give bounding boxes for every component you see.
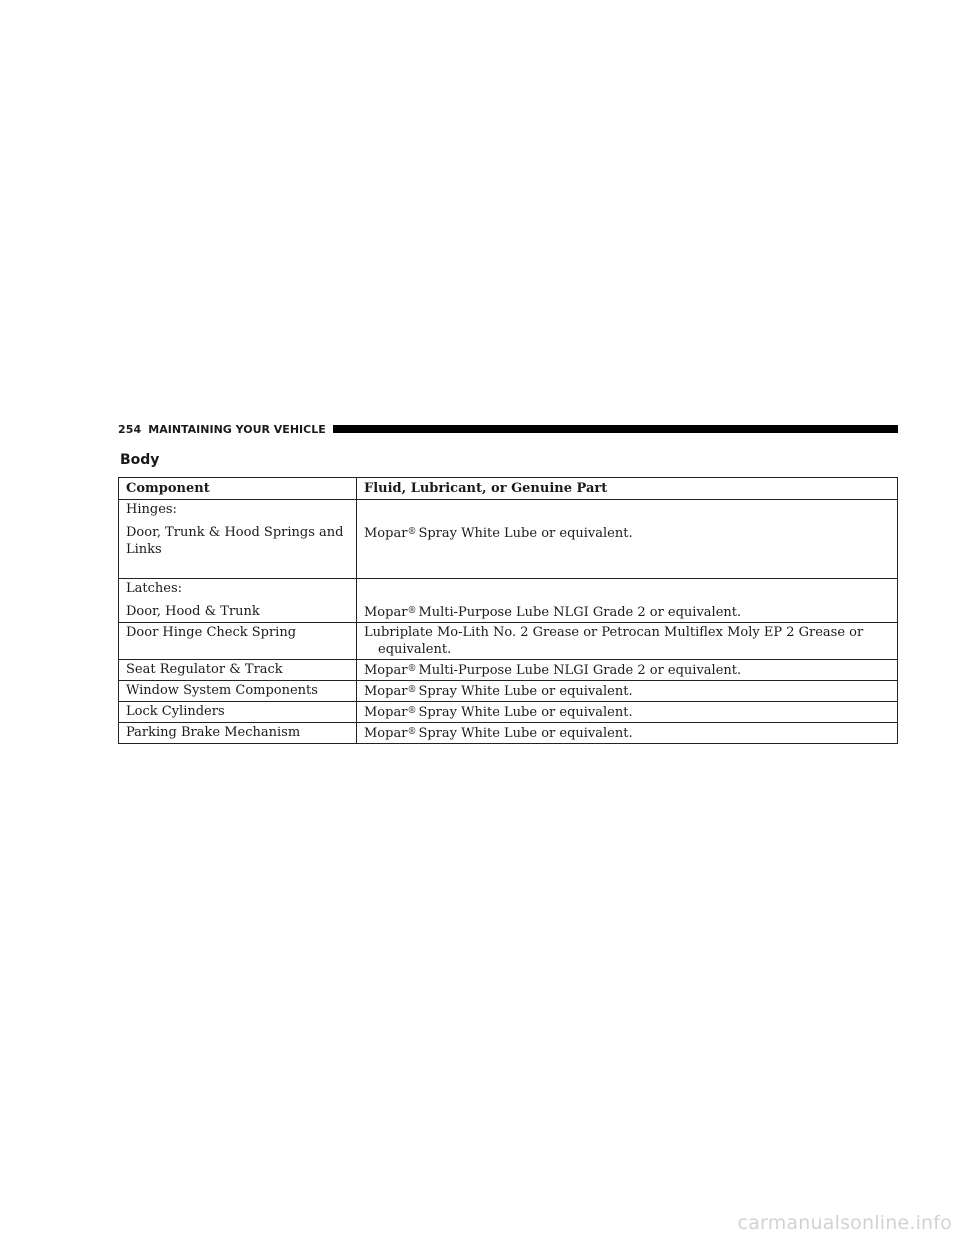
table-header-row — [119, 478, 898, 500]
component-cell — [119, 579, 357, 623]
section-name: MAINTAINING YOUR VEHICLE — [148, 422, 326, 436]
fluid-name: Spray White Lube or equivalent. — [418, 526, 633, 541]
fluid-cell — [357, 681, 898, 702]
section-title: Body — [120, 452, 160, 468]
fluid-cell — [357, 660, 898, 681]
registered-mark: ® — [407, 727, 417, 737]
fluid-name: Multi-Purpose Lube NLGI Grade 2 or equivalent. — [418, 605, 742, 620]
fluid-cell — [357, 623, 898, 660]
page-number: 254 — [118, 422, 142, 436]
fluid-cell — [357, 579, 898, 623]
component-name: Door Hinge Check Spring — [119, 623, 357, 660]
component-name: Door, Hood & Trunk — [126, 604, 260, 619]
table-row — [119, 623, 898, 660]
fluid-name: Spray White Lube or equivalent. — [418, 726, 633, 741]
component-name: Seat Regulator & Track — [119, 660, 357, 681]
registered-mark: ® — [407, 664, 417, 674]
brand-name: Mopar — [364, 684, 408, 699]
brand-name: Mopar — [364, 705, 408, 720]
table-row — [119, 702, 898, 723]
watermark: carmanualsonline.info — [737, 1212, 952, 1234]
table-row — [119, 723, 898, 744]
table-row — [119, 579, 898, 623]
table-row — [119, 500, 898, 579]
component-name: Door, Trunk & Hood Springs and Links — [126, 525, 344, 557]
fluid-cell — [357, 500, 898, 579]
fluid-name: Multi-Purpose Lube NLGI Grade 2 or equivalent. — [418, 663, 742, 678]
fluid-cell — [357, 702, 898, 723]
registered-mark: ® — [407, 606, 417, 616]
group-label: Hinges: — [126, 502, 177, 517]
group-label: Latches: — [126, 581, 183, 596]
fluid-cell — [357, 723, 898, 744]
brand-name: Mopar — [364, 726, 408, 741]
lubricant-table — [118, 477, 898, 744]
column-header-fluid: Fluid, Lubricant, or Genuine Part — [357, 478, 898, 500]
fluid-name-continued: equivalent. — [378, 642, 452, 657]
registered-mark: ® — [407, 685, 417, 695]
table-row — [119, 681, 898, 702]
component-name: Parking Brake Mechanism — [119, 723, 357, 744]
brand-name: Mopar — [364, 605, 408, 620]
component-name: Window System Components — [119, 681, 357, 702]
column-header-component: Component — [119, 478, 357, 500]
brand-name: Mopar — [364, 526, 408, 541]
fluid-name: Spray White Lube or equivalent. — [418, 705, 633, 720]
component-cell — [119, 500, 357, 579]
table-row — [119, 660, 898, 681]
component-name: Lock Cylinders — [119, 702, 357, 723]
fluid-name: Spray White Lube or equivalent. — [418, 684, 633, 699]
registered-mark: ® — [407, 527, 417, 537]
page-header — [118, 422, 898, 436]
brand-name: Mopar — [364, 663, 408, 678]
fluid-name: Lubriplate Mo-Lith No. 2 Grease or Petrocan Multiflex Moly EP 2 Grease or — [364, 625, 864, 640]
header-rule — [333, 425, 898, 433]
registered-mark: ® — [407, 706, 417, 716]
